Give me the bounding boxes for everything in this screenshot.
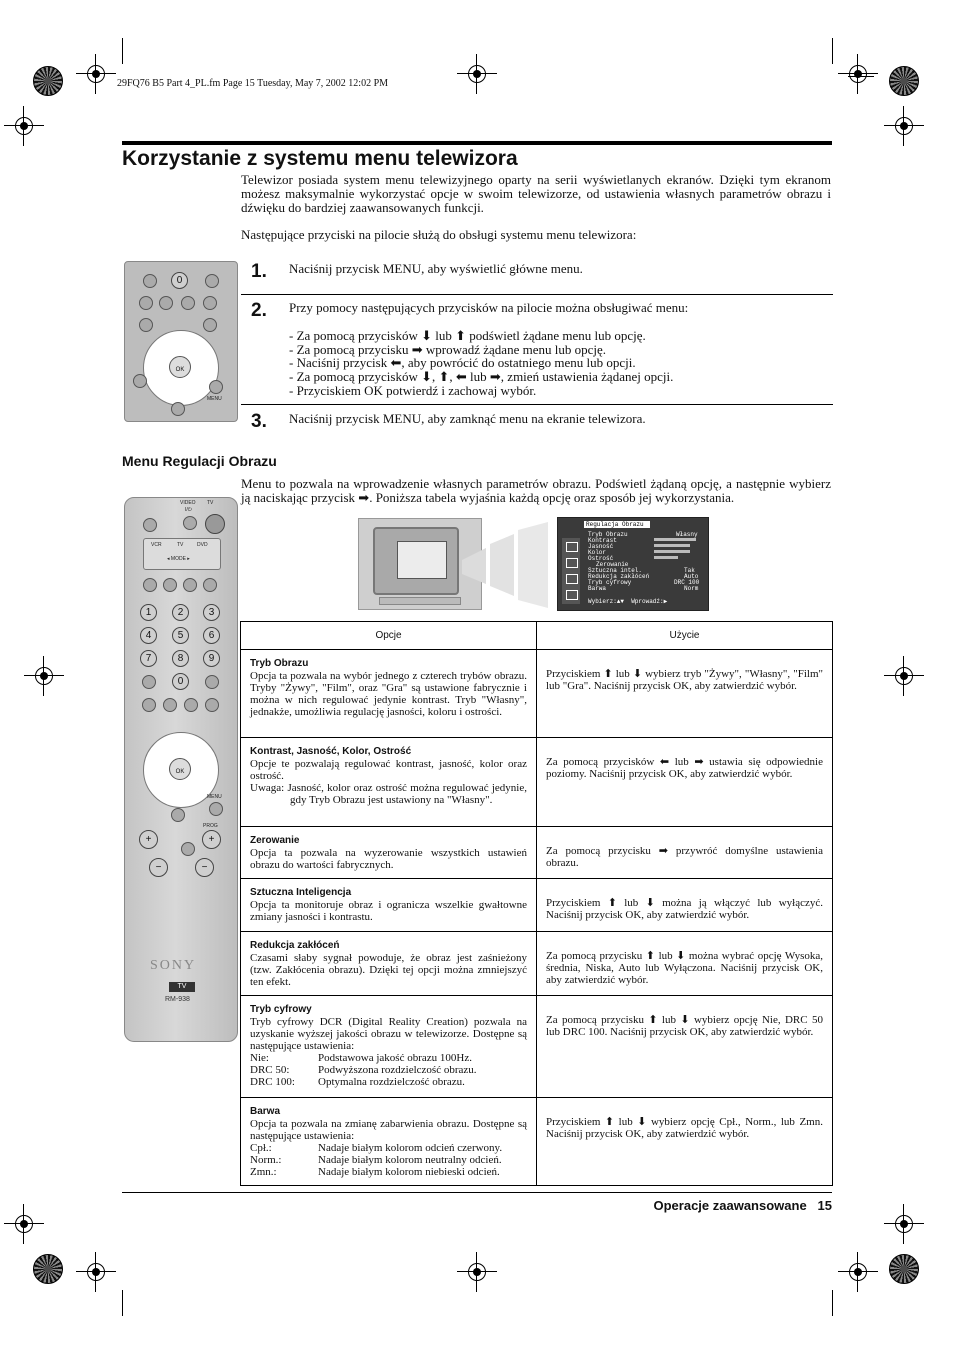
tv-stand (379, 597, 461, 605)
setting-key: Cpł.: (250, 1142, 272, 1154)
step-text: Przy pomocy następujących przycisków na pilocie można obsługiwać menu: (289, 300, 689, 315)
menu-row-label: Tryb cyfrowy (588, 579, 632, 586)
menu-row-value: DRC 100 (674, 579, 700, 586)
table-row (241, 932, 833, 996)
usage-cell (537, 996, 833, 1098)
setting-value: Podwyższona rozdzielczość obrazu. (318, 1064, 477, 1076)
title-rule (122, 141, 832, 145)
remote-button (143, 274, 157, 288)
option-note: Uwaga: Jasność, kolor oraz ostrość można regulować jedynie, gdy Tryb Obrazu jest ustawiony na "Własny". (250, 782, 527, 806)
menu-row-label: Sztuczna intel. (588, 567, 643, 574)
remote-model-number: RM-938 (165, 996, 190, 1003)
option-description: Opcja ta pozwala na zmianę zabarwienia obrazu. Dostępne są następujące ustawienia: (250, 1118, 527, 1142)
feature-icon (566, 574, 578, 584)
remote-button (139, 296, 153, 310)
setting-value: Optymalna rozdzielczość obrazu. (318, 1076, 465, 1088)
registration-mark (4, 1204, 44, 1244)
footer-rule (122, 1192, 832, 1193)
step-divider (241, 404, 833, 405)
remote-digit-button: 2 (172, 604, 189, 621)
usage-text: Przyciskiem ⬆ lub ⬇ wybierz opcję Cpł., Norm., lub Zmn. Naciśnij przycisk OK, aby zatwierdzić wybór. (546, 1116, 823, 1140)
menu-row-label: Jasność (588, 543, 614, 550)
menu-level-bar (654, 538, 696, 541)
option-title: Tryb cyfrowy (250, 1004, 312, 1015)
menu-level-bar (654, 550, 690, 553)
remote-button (205, 274, 219, 288)
color-dial-mark (33, 1254, 63, 1284)
setting-value: Nadaje białym kolorom niebieski odcień. (318, 1166, 500, 1178)
step-bullet: - Przyciskiem OK potwierdź i zachowaj wybór. (289, 383, 537, 398)
registration-mark (838, 1252, 878, 1292)
remote-button (183, 578, 197, 592)
step-bullet: - Za pomocą przycisku ➡ wprowadź żądane menu lub opcję. (289, 342, 606, 357)
menu-row-value: Norm (684, 585, 699, 592)
page-number: 15 (817, 1198, 832, 1213)
column-header-options: Opcje (241, 622, 537, 650)
remote-vcr-label: VCR (151, 542, 162, 548)
remote-button (163, 578, 177, 592)
remote-illustration-small (124, 261, 238, 422)
registration-mark (884, 106, 924, 146)
remote-video-power-button (183, 516, 197, 530)
remote-mode-label: ◂ MODE ▸ (167, 556, 190, 562)
remote-button (184, 698, 198, 712)
step-number: 3. (251, 411, 267, 432)
option-description: Czasami słaby sygnał powoduje, że obraz jest zaśnieżony (tzw. Zakłócenia obrazu). Dzięki tej opcji można zmniejszyć ten efekt. (250, 952, 527, 988)
setting-key: Zmn.: (250, 1166, 277, 1178)
menu-row-label: Redukcja zakłóceń (588, 573, 650, 580)
remote-prog-label: PROG (203, 823, 218, 829)
step-bullet: - Za pomocą przycisków ⬇, ⬆, ⬅ lub ➡, zmień ustawienia żądanej opcji. (289, 369, 674, 384)
remote-button (203, 296, 217, 310)
remote-ok-button: OK (169, 356, 191, 378)
remote-button (205, 675, 219, 689)
option-cell (241, 879, 537, 932)
intro-paragraph: Telewizor posiada system menu telewizyjnego oparty na serii wyświetlanych ekranów. Dzięki tym ekranom możesz maksymalnie wykorzystać opcje w swoim telewizorze, od ustawienia własnych parametrów obrazu i dźwięku do bardziej zaawansowanych funkcji. (241, 172, 831, 215)
option-title: Zerowanie (250, 835, 300, 846)
option-title: Sztuczna Inteligencja (250, 887, 352, 898)
options-table (240, 621, 833, 1186)
sound-icon (566, 558, 578, 568)
registration-mark (457, 54, 497, 94)
option-title: Kontrast, Jasność, Kolor, Ostrość (250, 746, 412, 757)
menu-screen-title: Regulacja Obrazu (586, 521, 644, 528)
remote-vol-minus-button: − (149, 858, 168, 877)
remote-button (139, 318, 153, 332)
option-cell (241, 738, 537, 827)
remote-menu-label: MENU (207, 396, 222, 402)
setting-item (250, 1052, 527, 1064)
step-bullet: - Naciśnij przycisk ⬅, aby powrócić do ostatniego menu lub opcji. (289, 355, 636, 370)
option-description: Opcje te pozwalają regulować kontrast, jasność, kolor oraz ostrość. (250, 758, 527, 782)
usage-text: Za pomocą przycisku ➡ przywróć domyślne ustawienia obrazu. (546, 845, 823, 869)
remote-tv2-label: TV (177, 542, 184, 548)
step-text: Naciśnij przycisk MENU, aby wyświetlić główne menu. (289, 261, 583, 276)
section-title: Menu Regulacji Obrazu (122, 453, 277, 469)
remote-illustration-full (124, 497, 238, 1042)
remote-io-label: I/⏻ (185, 507, 192, 513)
usage-text: Za pomocą przycisku ⬆ lub ⬇ wybierz opcję Nie, DRC 50 lub DRC 100. Naciśnij przycisk OK, aby zatwierdzić wybór. (546, 1014, 823, 1038)
remote-digit-button: 0 (171, 272, 188, 289)
setting-item (250, 1166, 527, 1178)
registration-mark (884, 1204, 924, 1244)
table-row (241, 738, 833, 827)
remote-digit-button: 0 (172, 673, 189, 690)
option-cell (241, 1098, 537, 1186)
table-row (241, 650, 833, 738)
registration-mark (884, 656, 924, 696)
step-number: 2. (251, 300, 267, 321)
usage-text: Za pomocą przycisku ⬆ lub ⬇ można wybrać opcję Wysoka, średnia, Niska, Auto lub Wyłączona. Naciśnij przycisk OK, aby zatwierdzić wybór. (546, 950, 823, 986)
page-title: Korzystanie z systemu menu telewizora (122, 147, 518, 170)
crop-mark (848, 76, 874, 77)
table-row (241, 996, 833, 1098)
menu-row-value: Auto (684, 573, 699, 580)
remote-digit-button: 8 (172, 650, 189, 667)
remote-menu-button (209, 380, 223, 394)
step-bullet: - Za pomocą przycisków ⬇ lub ⬆ podświetl żądane menu lub opcję. (289, 328, 646, 343)
option-description: Opcja ta pozwala na wyzerowanie wszystkich ustawień obrazu do wartości fabrycznych. (250, 847, 527, 871)
registration-mark (838, 54, 878, 94)
registration-mark (76, 1252, 116, 1292)
table-row (241, 1098, 833, 1186)
remote-button (143, 578, 157, 592)
option-description: Tryb cyfrowy DCR (Digital Reality Creation) pozwala na uzyskanie wyższej jakości obrazu w telewizorze. Dostępne są następujące ustawienia: (250, 1016, 527, 1052)
usage-cell (537, 1098, 833, 1186)
setting-item (250, 1076, 527, 1088)
menu-screen-illustration (557, 517, 709, 611)
remote-button (142, 675, 156, 689)
page-footer (560, 1198, 832, 1213)
menu-row-label: Tryb Obrazu (588, 531, 628, 538)
setting-value: Podstawowa jakość obrazu 100Hz. (318, 1052, 472, 1064)
remote-model-tag: TV (169, 982, 195, 992)
step-text: Naciśnij przycisk MENU, aby zamknąć menu na ekranie telewizora. (289, 411, 646, 426)
remote-ok-button: OK (169, 758, 191, 780)
setting-item (250, 1064, 527, 1076)
usage-cell (537, 827, 833, 879)
option-title: Barwa (250, 1106, 281, 1117)
usage-cell (537, 932, 833, 996)
usage-cell (537, 879, 833, 932)
setup-icon (566, 590, 578, 600)
option-cell (241, 827, 537, 879)
menu-row-label: Kolor (588, 549, 607, 556)
remote-tv-label: TV (207, 500, 214, 506)
option-title: Redukcja zakłóceń (250, 940, 340, 951)
step-number: 1. (251, 261, 267, 282)
remote-brand-logo: SONY (150, 958, 197, 973)
remote-digit-button: 1 (140, 604, 157, 621)
remote-digit-button: 9 (203, 650, 220, 667)
remote-dvd-label: DVD (197, 542, 208, 548)
remote-button (163, 698, 177, 712)
usage-text: Przyciskiem ⬆ lub ⬇ wybierz tryb "Żywy", "Własny", "Film" lub "Gra". Naciśnij przycisk OK, aby zatwierdzić wybór. (546, 668, 823, 692)
usage-cell (537, 738, 833, 827)
remote-button (171, 402, 185, 416)
step-divider (241, 294, 833, 295)
intro-paragraph-2: Następujące przyciski na pilocie służą do obsługi systemu menu telewizora: (241, 227, 637, 242)
table-row (241, 879, 833, 932)
remote-button (159, 296, 173, 310)
crop-mark (832, 38, 833, 64)
registration-mark (76, 54, 116, 94)
remote-mute-button (143, 518, 157, 532)
picture-icon (566, 542, 578, 552)
tv-screen-menu (397, 541, 447, 579)
remote-button (203, 578, 217, 592)
remote-button (203, 318, 217, 332)
menu-row-label: Zerowanie (596, 561, 629, 568)
menu-level-bar (654, 556, 678, 559)
menu-row-label: Ostrość (588, 555, 614, 562)
remote-digit-button: 7 (140, 650, 157, 667)
option-cell (241, 932, 537, 996)
setting-item (250, 1154, 527, 1166)
menu-screen-footer: Wybierz:▲▼ Wprowadź:▶ (588, 598, 668, 605)
remote-vol-plus-button: + (139, 830, 158, 849)
remote-tv-power-button (205, 514, 225, 534)
menu-row-label: Barwa (588, 585, 607, 592)
section-intro: Menu to pozwala na wprowadzenie własnych parametrów obrazu. Podświetl żądaną opcję, a następnie wybierz ją naciskając przycisk ➡. Poniższa tabela wyjaśnia każdą opcję oraz sposób jej wykorzystania. (241, 476, 831, 505)
table-header-row (241, 622, 833, 650)
menu-row-value: Tak (684, 567, 695, 574)
remote-digit-button: 4 (140, 627, 157, 644)
crop-mark (832, 1290, 833, 1316)
remote-button (181, 842, 195, 856)
remote-button (133, 374, 147, 388)
remote-digit-button: 6 (203, 627, 220, 644)
footer-section-name: Operacje zaawansowane (653, 1198, 807, 1213)
registration-mark (457, 1252, 497, 1292)
option-title: Tryb Obrazu (250, 658, 309, 669)
registration-mark (24, 656, 64, 696)
menu-row-value: Własny (676, 531, 698, 538)
usage-cell (537, 650, 833, 738)
remote-prog-minus-button: − (195, 858, 214, 877)
crop-mark (122, 1290, 123, 1316)
setting-key: Nie: (250, 1052, 269, 1064)
remote-digit-button: 3 (203, 604, 220, 621)
usage-text: Przyciskiem ⬆ lub ⬇ można ją włączyć lub wyłączyć. Naciśnij przycisk OK, aby zatwierdzić wybór. (546, 897, 823, 921)
setting-key: Norm.: (250, 1154, 282, 1166)
file-stamp: 29FQ76 B5 Part 4_PL.fm Page 15 Tuesday, May 7, 2002 12:02 PM (117, 78, 389, 89)
setting-item (250, 1142, 527, 1154)
setting-key: DRC 100: (250, 1076, 295, 1088)
menu-level-bar (654, 544, 690, 547)
remote-prog-plus-button: + (202, 830, 221, 849)
setting-value: Nadaje białym kolorom odcień czerwony. (318, 1142, 503, 1154)
remote-video-label: VIDEO (180, 500, 196, 506)
remote-menu-button (209, 802, 223, 816)
color-dial-mark (889, 1254, 919, 1284)
remote-digit-button: 5 (172, 627, 189, 644)
option-description: Opcja ta monitoruje obraz i ogranicza wszelkie gwałtowne zmiany jasności i kontrastu. (250, 899, 527, 923)
crop-mark (122, 38, 123, 64)
column-header-usage: Użycie (537, 622, 833, 650)
option-cell (241, 650, 537, 738)
remote-button (205, 698, 219, 712)
remote-button (181, 296, 195, 310)
color-dial-mark (33, 66, 63, 96)
setting-value: Nadaje białym kolorom neutralny odcień. (318, 1154, 502, 1166)
option-description: Opcja ta pozwala na wybór jednego z czterech trybów obrazu. Tryby "Żywy", "Film", oraz "Gra" są ustawione fabrycznie i można w nich regulować jedynie kontrast. Tryb "Własny", jednakże, umożliwia regulację jasności, koloru i ostrości. (250, 670, 527, 718)
remote-button (171, 808, 185, 822)
remote-button (142, 698, 156, 712)
setting-key: DRC 50: (250, 1064, 290, 1076)
usage-text: Za pomocą przycisków ⬅ lub ➡ ustawia się odpowiednie poziomy. Naciśnij przycisk OK, aby zatwierdzić wybór. (546, 756, 823, 780)
menu-row-label: Kontrast (588, 537, 617, 544)
table-row (241, 827, 833, 879)
zoom-projection-graphic (458, 522, 550, 608)
color-dial-mark (889, 66, 919, 96)
option-cell (241, 996, 537, 1098)
registration-mark (4, 106, 44, 146)
remote-menu-label: MENU (207, 794, 222, 800)
